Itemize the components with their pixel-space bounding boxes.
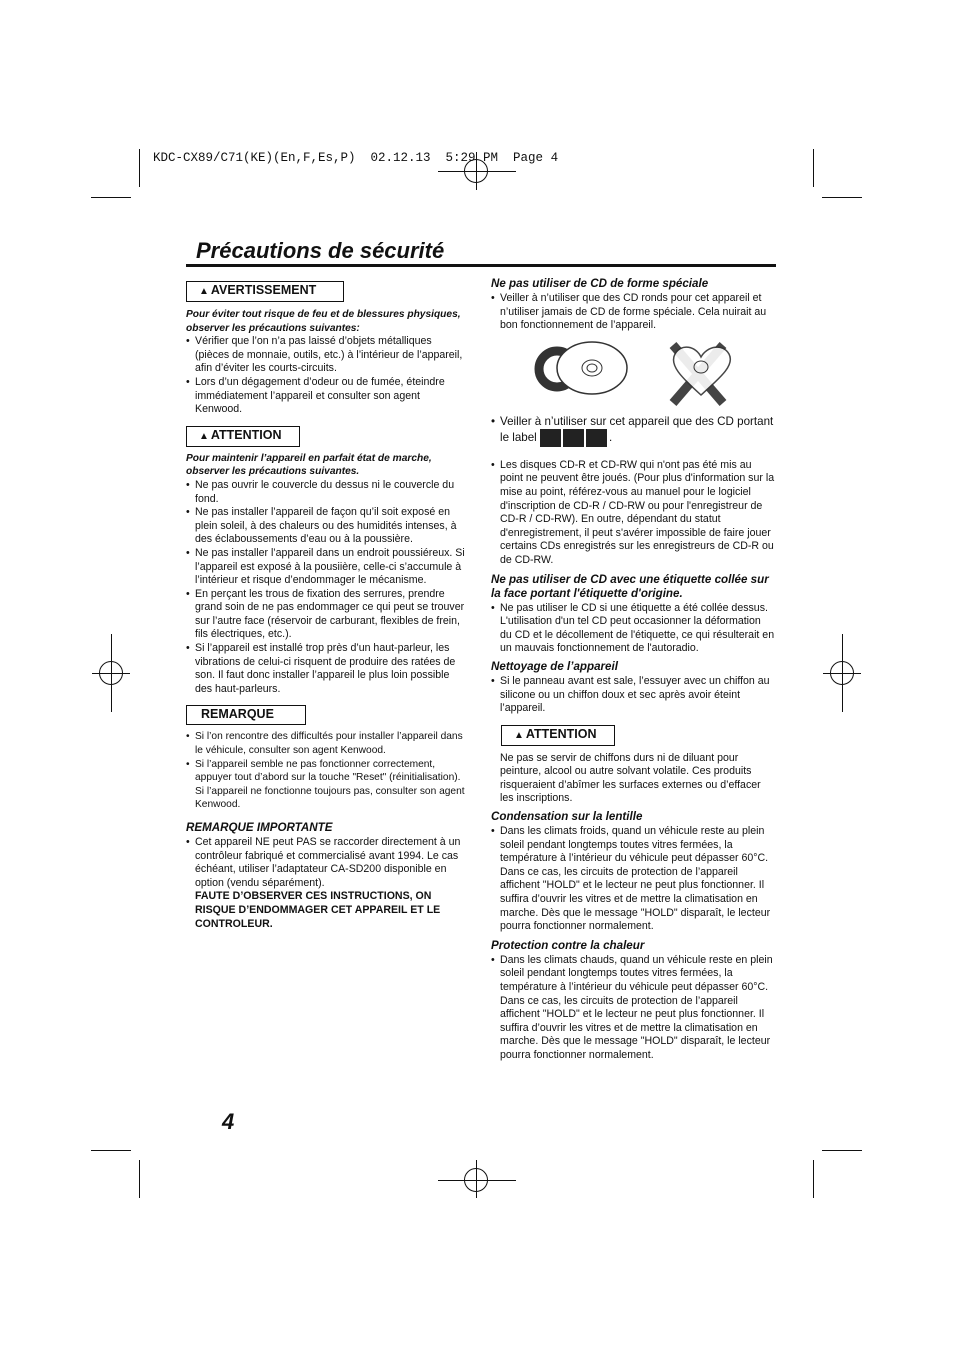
cleaning-heading: Nettoyage de l’appareil	[491, 659, 618, 673]
list-item: • Lors d’un dégagement d’odeur ou de fumée, éteindre immédiatement l’appareil et consulter son agent Kenwood.	[186, 376, 468, 417]
list-item: • Cet appareil NE peut PAS se raccorder directement à un contrôleur fabriqué et commercialisé avant 1994. Le cas échéant, utiliser l’adaptateur CA-SD200 disponible en option (vendu séparément). FAUTE D’OBSERVER CES INSTRUCTIONS, ON RISQUE D’ENDOMMAGER CET APPAREIL ET LE CONTROLEUR.	[186, 836, 468, 931]
warning-triangle-icon: ▲	[514, 729, 524, 741]
list-item: • Vérifier que l’on n’a pas laissé d’objets métalliques (pièces de monnaie, outils, etc.) à l’intérieur de l’appareil, afin d’éviter les courts-circuits.	[186, 335, 468, 376]
list-item: • Si le panneau avant est sale, l’essuyer avec un chiffon au silicone ou un chiffon doux et sec après avoir éteint l’appareil.	[491, 675, 775, 716]
list-item: • Dans les climats chauds, quand un véhicule reste en plein soleil pendant longtemps toutes vitres fermées, la température à l’intérieur du véhicule peut dépasser 60°C. Dans ce cas, les circuits de protection de l’appareil affichent "HOLD" et le lecteur ne peut plus fonctionner. Il suffira d’ouvrir les vitres et de mettre la climatisation en marche. Dès que le message "HOLD" disparaît, le lecteur pourra fonctionner normalement.	[491, 954, 775, 1063]
registration-circle	[830, 661, 854, 685]
list-item: • Veiller à n’utiliser sur cet appareil que des CD portant le label .	[491, 415, 775, 447]
shape-heading: Ne pas utiliser de CD de forme spéciale	[491, 277, 709, 290]
right-column	[491, 277, 775, 1063]
warning-triangle-icon: ▲	[199, 286, 209, 297]
list-item: • Si l’on rencontre des difficultés pour installer l’appareil dans le véhicule, consulter son agent Kenwood.	[186, 730, 468, 757]
attention-intro: Pour maintenir l’appareil en parfait état de marche, observer les précautions suivantes.	[186, 452, 432, 478]
registration-circle	[464, 1168, 488, 1192]
compact-disc-logo-icon	[540, 429, 561, 447]
list-item: • Ne pas installer l’appareil dans un endroit poussiéreux. Si l’appareil est exposé à la pousiière, celle-ci s’accumule à l’intérieur et risque d’endommager le mécanisme.	[186, 547, 468, 588]
remarque-label: REMARQUE	[186, 705, 306, 725]
important-heading: REMARQUE IMPORTANTE	[186, 821, 333, 834]
list-item: • Ne pas ouvrir le couvercle du dessus ni le couvercle du fond.	[186, 479, 468, 506]
list-item: • Si l’appareil est installé trop près d’un haut-parleur, les vibrations de celui-ci risquent de produire des ratées de son. Il faut donc installer l’appareil le plus loin possible des haut-parleurs.	[186, 642, 468, 696]
heat-heading: Protection contre la chaleur	[491, 938, 645, 952]
registration-circle	[99, 661, 123, 685]
crop-mark	[91, 1150, 131, 1151]
crop-mark	[813, 149, 814, 187]
crop-mark	[139, 149, 140, 187]
warning-intro: Pour éviter tout risque de feu et de blessures physiques, observer les précautions suivantes:	[186, 309, 461, 334]
title-rule	[186, 264, 776, 267]
list-item: • Veiller à n’utiliser que des CD ronds pour cet appareil et n’utiliser jamais de CD de forme spéciale. Cela nuirait au bon fonctionnement de l’appareil.	[491, 292, 775, 333]
crop-mark	[813, 1160, 814, 1198]
warning-label: ▲ AVERTISSEMENT	[186, 281, 344, 302]
list-item: • Ne pas utiliser le CD si une étiquette a été collée dessus. L'utilisation d'un tel CD peut occasionner la déformation du CD et le décollement de l'étiquette, ce qui résulterait en un mauvais fonctionnement de l'autoradio.	[491, 602, 775, 656]
page-title: Précautions de sécurité	[196, 238, 445, 263]
attention-label: ▲ ATTENTION	[186, 426, 300, 447]
list-item: • Ne pas installer l’appareil de façon qu’il soit exposé en plein soleil, à des chaleurs ou des humidités intenses, à des éclaboussements d’eau ou à la poussière.	[186, 506, 468, 547]
print-header: KDC-CX89/C71(KE)(En,F,Es,P) 02.12.13 5:29 PM Page 4	[153, 151, 559, 165]
crop-mark	[822, 197, 862, 198]
list-item: • En perçant les trous de fixation des serrures, prendre grand soin de ne pas endommager ce qui peut se trouver sur l’autre face (réservoir de carburant, flexibles de frein, fils électriques, etc.).	[186, 588, 468, 642]
crop-mark	[822, 1150, 862, 1151]
crop-mark	[91, 197, 131, 198]
page-number: 4	[222, 1109, 235, 1134]
compact-disc-text-logo-icon	[563, 429, 584, 447]
compact-disc-rewritable-logo-icon	[586, 429, 607, 447]
attention-text: Ne pas se servir de chiffons durs ni de diluant pour peinture, alcool ou autre solvant volatile. Ces produits risqueraient d’abîmer les surfaces externes ou d’effacer les inscriptions.	[500, 751, 761, 805]
important-warning: FAUTE D’OBSERVER CES INSTRUCTIONS, ON RISQUE D’ENDOMMAGER CET APPAREIL ET LE CONTROLEUR.	[195, 890, 441, 930]
disc-logos	[540, 431, 609, 444]
crop-mark	[139, 1160, 140, 1198]
cd-shape-illustration	[491, 337, 775, 411]
attention-label-2: ▲ ATTENTION	[501, 725, 615, 746]
left-column	[186, 281, 468, 931]
list-item: • Les disques CD-R et CD-RW qui n'ont pas été mis au point ne peuvent être joués. (Pour plus d'information sur la mise au point, référez-vous au manuel pour le logiciel d'inscription de CD-R / CD-RW ou pour l'enregistreur de CD-R / CD-RW). En outre, dépendant du statut d'enregistrement, il peut s'avérer impossible de faire jouer certains CDs enregistrés sur les enregistreurs de CD-R ou de CD-RW.	[491, 459, 775, 568]
round-cd-icon	[557, 342, 627, 394]
warning-triangle-icon: ▲	[199, 430, 209, 442]
list-item: • Dans les climats froids, quand un véhicule reste au plein soleil pendant longtemps toutes vitres fermées, la température à l’intérieur du véhicule peut dépasser 60°C. Dans ce cas, les circuits de protection de l’appareil affichent "HOLD" et le lecteur ne peut plus fonctionner. Il suffira d’ouvrir les vitres et de mettre la climatisation en marche. Dès que le message "HOLD" disparaît, le lecteur pourra fonctionner normalement.	[491, 825, 775, 934]
label-heading: Ne pas utiliser de CD avec une étiquette collée sur la face portant l'étiquette d'origine.	[491, 572, 769, 600]
condensation-heading: Condensation sur la lentille	[491, 810, 643, 824]
list-item: • Si l’appareil semble ne pas fonctionner correctement, appuyer tout d’abord sur la touche "Reset" (réinitialisation). Si l’appareil ne fonctionne toujours pas, consulter son agent Kenwood.	[186, 758, 468, 812]
